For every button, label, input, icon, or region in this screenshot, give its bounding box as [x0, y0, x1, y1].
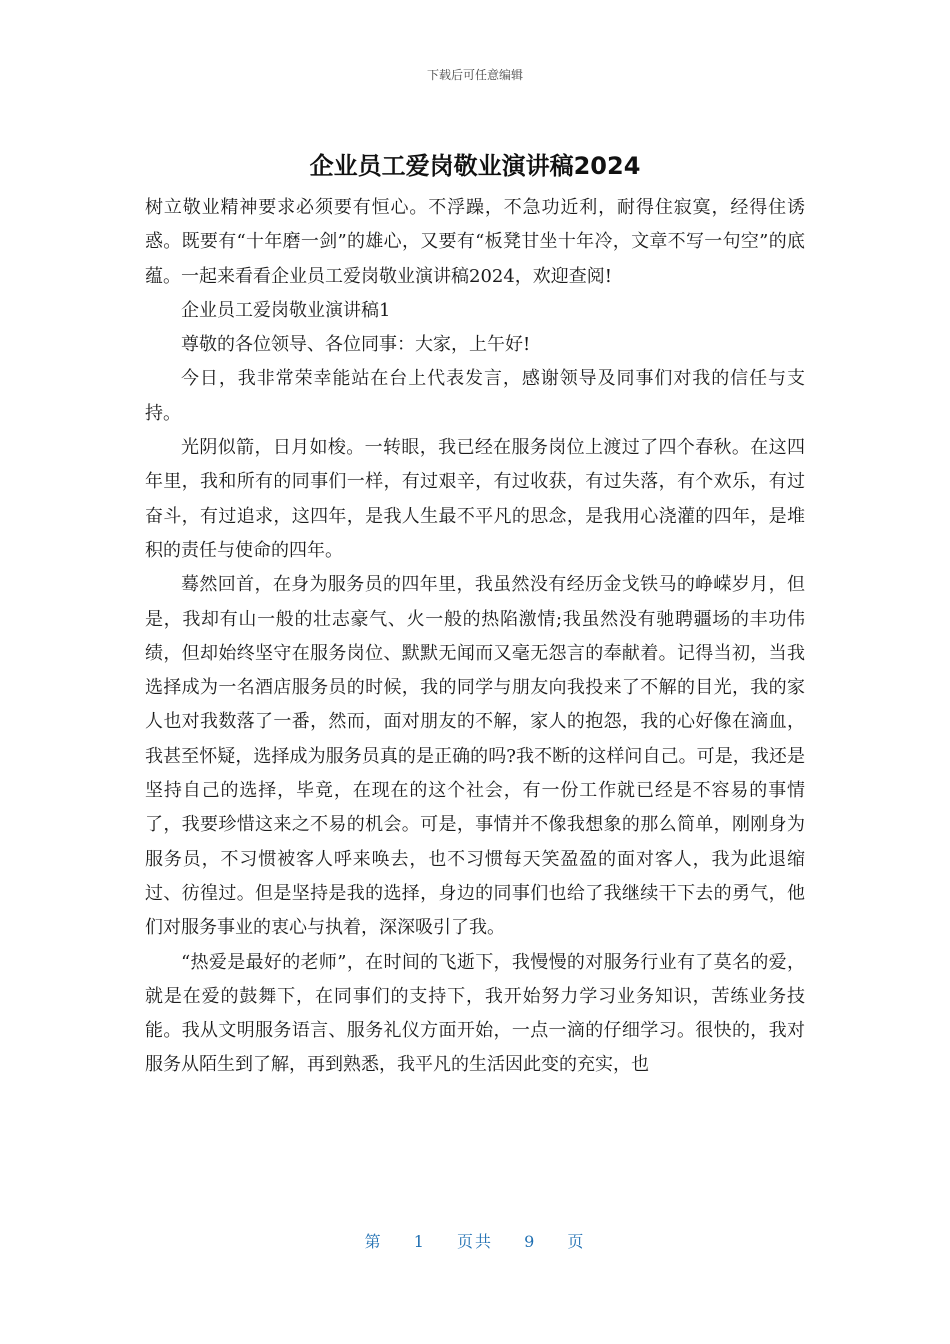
page-footer	[0, 1229, 950, 1252]
document-body	[145, 191, 805, 1083]
body-paragraph: “热爱是最好的老师”，在时间的飞逝下，我慢慢的对服务行业有了莫名的爱，就是在爱的鼓舞下，在同事们的支持下，我开始努力学习业务知识，苦练业务技能。我从文明服务语言、服务礼仪方面开始，一点一滴的仔细学习。很快的，我对服务从陌生到了解，再到熟悉，我平凡的生活因此变的充实，也	[145, 951, 805, 1076]
page-label-suffix: 页	[567, 1232, 586, 1251]
page-label-prefix: 第	[364, 1232, 383, 1251]
header-note: 下载后可任意编辑	[426, 68, 523, 82]
document-title: 企业员工爱岗敬业演讲稿2024	[309, 152, 641, 180]
intro-paragraph: 树立敬业精神要求必须要有恒心。不浮躁，不急功近利，耐得住寂寞，经得住诱惑。既要有“十年磨一剑”的雄心，又要有“板凳甘坐十年冷，文章不写一句空”的底蕴。一起来看看企业员工爱岗敬业演讲稿2024，欢迎查阅!	[145, 197, 805, 287]
page-number: 1	[413, 1232, 426, 1251]
body-paragraph: 蓦然回首，在身为服务员的四年里，我虽然没有经历金戈铁马的峥嵘岁月，但是，我却有山一般的壮志豪气、火一般的热陷激情;我虽然没有驰聘疆场的丰功伟绩，但却始终坚守在服务岗位、默默无闻而又毫无怨言的奉献着。记得当初，当我选择成为一名酒店服务员的时候，我的同学与朋友向我投来了不解的目光，我的家人也对我数落了一番，然而，面对朋友的不解，家人的抱怨，我的心好像在滴血，我甚至怀疑，选择成为服务员真的是正确的吗?我不断的这样问自己。可是，我还是坚持自己的选择，毕竟，在现在的这个社会，有一份工作就已经是不容易的事情了，我要珍惜这来之不易的机会。可是，事情并不像我想象的那么简单，刚刚身为服务员，不习惯被客人呼来唤去，也不习惯每天笑盈盈的面对客人，我为此退缩过、彷徨过。但是坚持是我的选择，身边的同事们也给了我继续干下去的勇气，他们对服务事业的衷心与执着，深深吸引了我。	[145, 574, 805, 939]
greeting-paragraph: 尊敬的各位领导、各位同事：大家，上午好!	[181, 334, 531, 356]
section-heading: 企业员工爱岗敬业演讲稿1	[181, 299, 391, 321]
total-pages: 9	[524, 1232, 537, 1251]
body-paragraph: 今日，我非常荣幸能站在台上代表发言，感谢领导及同事们对我的信任与支持。	[145, 368, 805, 424]
body-paragraph: 光阴似箭，日月如梭。一转眼，我已经在服务岗位上渡过了四个春秋。在这四年里，我和所有的同事们一样，有过艰辛，有过收获，有过失落，有个欢乐，有过奋斗，有过追求，这四年，是我人生最不平凡的思念，是我用心浇灌的四年，是堆积的责任与使命的四年。	[145, 437, 805, 561]
page-label-mid: 页共	[456, 1232, 493, 1251]
